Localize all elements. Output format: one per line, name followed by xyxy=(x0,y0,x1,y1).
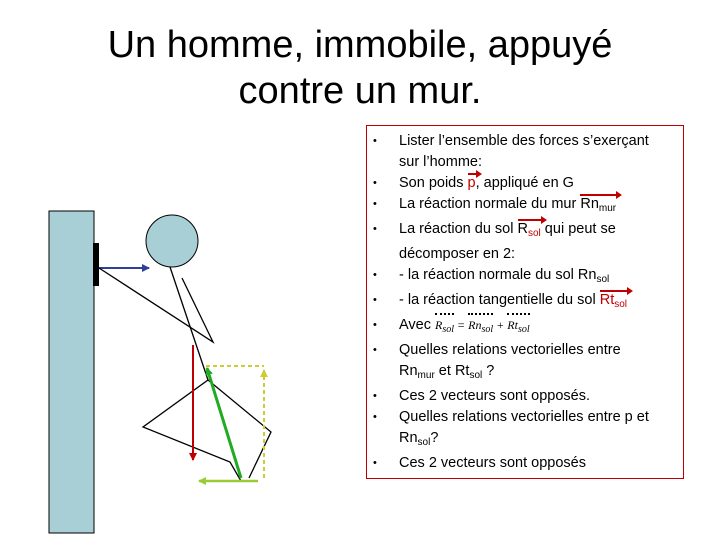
vector-rn-mur: $Rn_{mur}$ xyxy=(580,194,616,219)
bullet-2: • Son poids p, appliqué en G xyxy=(399,173,684,194)
bullet-1: • Lister l’ensemble des forces s’exerçant sur l’homme: xyxy=(399,131,684,173)
bullet-6: • - la réaction tangentielle du sol $Rt_{sol}$ xyxy=(399,290,684,315)
bullet-8: • Quelles relations vectorielles entre $Rn_{mur}$ et $Rt_{sol}$ ? xyxy=(399,340,684,386)
wall xyxy=(49,211,94,533)
leg-back xyxy=(208,380,271,478)
bullet-list xyxy=(399,131,684,474)
vector-rt-sol: $Rt_{sol}$ xyxy=(600,290,627,315)
bullet-3: • La réaction normale du mur $Rn_{mur}$ xyxy=(399,194,684,219)
title-line-1: Un homme, immobile, appuyé xyxy=(107,24,613,66)
bullet-10: • Quelles relations vectorielles entre p et $Rn_{sol}$? xyxy=(399,407,684,453)
vector-p: p xyxy=(468,173,476,194)
bullet-11: • Ces 2 vecteurs sont opposés xyxy=(399,453,684,474)
hand-contact xyxy=(93,243,99,286)
soil-reaction-arrow xyxy=(207,368,241,478)
bullet-4: • La réaction du sol $R_{sol}$ qui peut se décomposer en 2: xyxy=(399,219,684,265)
vector-r-sol: $R_{sol}$ xyxy=(518,219,541,244)
arm xyxy=(99,268,213,342)
title-line-2: contre un mur. xyxy=(238,70,482,112)
bullet-9: • Ces 2 vecteurs sont opposés. xyxy=(399,386,684,407)
bullet-7: • Avec $R_{sol} = Rn_{sol} + Rt_{sol}$ xyxy=(399,315,684,340)
vector-rn-sol: $Rn_{sol}$ xyxy=(577,267,610,285)
bullet-5: • - la réaction normale du sol $Rn_{sol}$ xyxy=(399,265,684,290)
torso xyxy=(170,267,208,380)
vector-equation: $R_{sol} = Rn_{sol} + Rt_{sol}$ xyxy=(435,318,530,332)
head xyxy=(146,215,198,267)
